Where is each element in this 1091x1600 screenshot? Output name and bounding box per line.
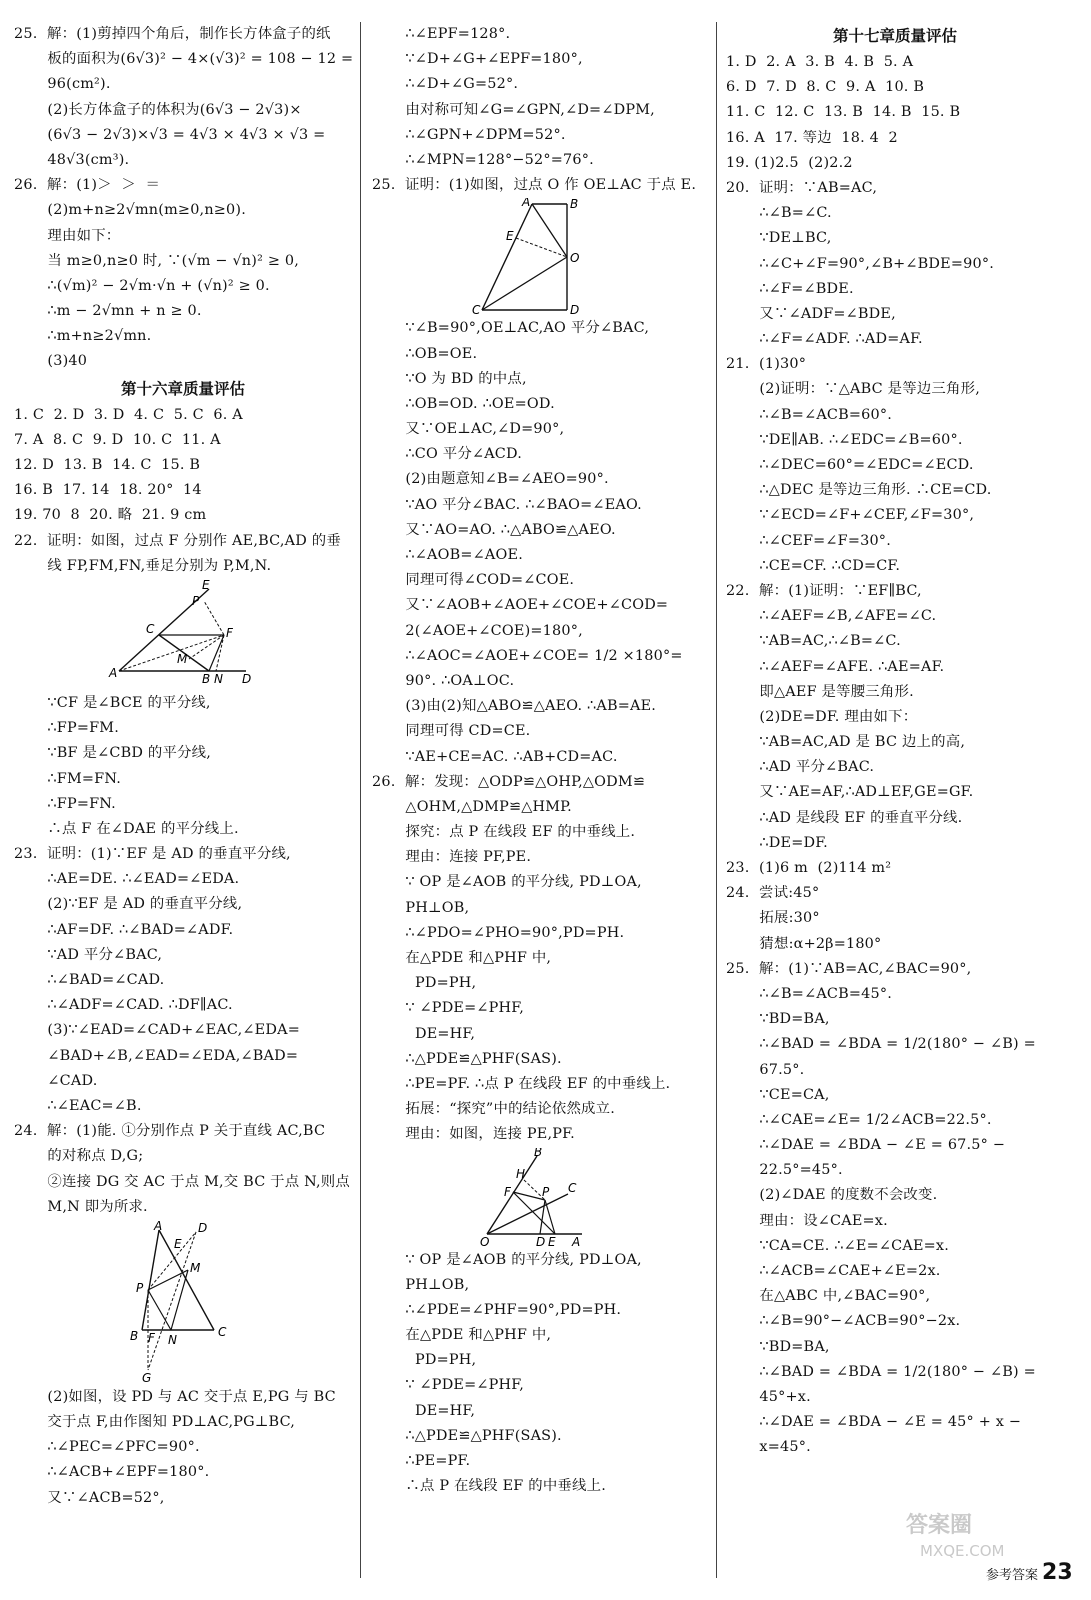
- text-line: (2)证明：∵△ABC 是等边三角形,: [726, 381, 980, 398]
- text-line: ∠BAD+∠B,∠EAD=∠EDA,∠BAD=: [14, 1047, 299, 1064]
- text-line: (2)m+n≥2√mn(m≥0,n≥0).: [14, 202, 246, 219]
- text-line: 25. 解：(1)∵AB=AC,∠BAC=90°,: [726, 960, 972, 977]
- text-line: ∵AD 平分∠BAC,: [14, 946, 163, 963]
- svg-text:B: B: [570, 198, 579, 212]
- svg-text:N: N: [214, 671, 223, 686]
- text-line: 22. 证明：如图，过点 F 分别作 AE,BC,AD 的垂: [14, 532, 341, 549]
- text-line: 同理可得∠COD=∠COE.: [372, 572, 575, 589]
- svg-text:A: A: [109, 665, 118, 680]
- text-line: 1. C 2. D 3. D 4. C 5. C 6. A: [14, 406, 243, 423]
- text-line: 交于点 F,由作图知 PD⊥AC,PG⊥BC,: [14, 1414, 296, 1431]
- text-line: ∵AE+CE=AC. ∴AB+CD=AC.: [372, 748, 618, 765]
- svg-text:B: B: [534, 1147, 543, 1159]
- text-line: 16. B 17. 14 18. 20° 14: [14, 482, 202, 499]
- text-line: ∴DE=DF.: [726, 834, 828, 851]
- text-line: 21. (1)30°: [726, 356, 807, 373]
- svg-text:C: C: [218, 1324, 227, 1339]
- text-line: ∴△PDE≌△PHF(SAS).: [372, 1050, 562, 1067]
- text-line: ②连接 DG 交 AC 于点 M,交 BC 于点 N,则点: [14, 1173, 350, 1190]
- text-line: ∵ OP 是∠AOB 的平分线, PD⊥OA,: [372, 874, 642, 891]
- text-line: 23. 证明：(1)∵EF 是 AD 的垂直平分线,: [14, 846, 291, 863]
- text-line: 理由如下：: [14, 227, 121, 244]
- text-line: 理由：设∠CAE=x.: [726, 1212, 888, 1229]
- text-line: ∴∠C+∠F=90°,∠B+∠BDE=90°.: [726, 255, 994, 272]
- watermark-logo: 答案圈: [906, 1513, 973, 1538]
- text-line: 又∵AE=AF,∴AD⊥EF,GE=GF.: [726, 784, 974, 801]
- text-line: ∵BD=BA,: [726, 1011, 830, 1028]
- answer-block-24-cont: [372, 22, 710, 198]
- text-line: DE=HF,: [372, 1402, 476, 1419]
- text-line: 的对称点 D,G;: [14, 1148, 144, 1165]
- svg-text:H: H: [516, 1166, 526, 1181]
- text-line: 20. 证明：∵AB=AC,: [726, 179, 878, 196]
- text-line: 6. D 7. D 8. C 9. A 10. B: [726, 79, 925, 96]
- text-line: 又∵∠ACB=52°,: [14, 1489, 165, 1506]
- text-line: 22.5°=45°.: [726, 1162, 843, 1179]
- text-line: ∴∠BAD = ∠BDA = 1/2(180° − ∠B) =: [726, 1036, 1036, 1053]
- text-line: ∴(√m)² − 2√m·√n + (√n)² ≥ 0.: [14, 277, 270, 294]
- figure-q25: [372, 198, 710, 316]
- svg-text:O: O: [570, 251, 580, 266]
- text-line: 23. (1)6 m (2)114 m²: [726, 860, 892, 876]
- text-line: ∴∠PEC=∠PFC=90°.: [14, 1439, 200, 1456]
- text-line: ∴∠AOC=∠AOE+∠COE= 1/2 ×180°=: [372, 647, 683, 664]
- svg-text:A: A: [522, 198, 531, 210]
- text-line: 又∵∠ADF=∠BDE,: [726, 305, 896, 322]
- svg-text:N: N: [168, 1332, 177, 1347]
- text-line: 24. 解：(1)能. ①分别作点 P 关于直线 AC,BC: [14, 1123, 326, 1140]
- text-line: 同理可得 CD=CE.: [372, 723, 531, 740]
- text-line: ∴∠ADF=∠CAD. ∴DF∥AC.: [14, 997, 233, 1014]
- text-line: 又∵AO=AO. ∴△ABO≌△AEO.: [372, 521, 616, 538]
- text-line: 线 FP,FM,FN,垂足分别为 P,M,N.: [14, 557, 272, 574]
- text-line: M,N 即为所求.: [14, 1198, 148, 1215]
- text-line: ∴∠CAE=∠E= 1/2∠ACB=22.5°.: [726, 1111, 992, 1128]
- text-line: ∴FP=FM.: [14, 720, 119, 737]
- text-line: ∴点 F 在∠DAE 的平分线上.: [14, 820, 239, 837]
- text-line: PH⊥OB,: [372, 899, 470, 916]
- text-line: ∴∠ACB=∠CAE+∠E=2x.: [726, 1263, 941, 1279]
- text-line: ∵DE⊥BC,: [726, 230, 832, 247]
- text-line: 在△PDE 和△PHF 中,: [372, 950, 552, 966]
- text-line: ∴∠F=∠ADF. ∴AD=AF.: [726, 331, 923, 348]
- text-line: ∴AD 是线段 EF 的垂直平分线.: [726, 809, 963, 826]
- text-line: 26. 解：发现：△ODP≌△OHP,△ODM≌: [372, 773, 646, 790]
- text-line: (3)∵∠EAD=∠CAD+∠EAC,∠EDA=: [14, 1022, 300, 1039]
- page-footer: [986, 1560, 1073, 1585]
- svg-text:B: B: [130, 1328, 139, 1343]
- text-line: x=45°.: [726, 1439, 811, 1456]
- column-divider-1: [360, 22, 361, 1578]
- text-line: 即△AEF 是等腰三角形.: [726, 683, 914, 700]
- text-line: ∴∠MPN=128°−52°=76°.: [372, 151, 594, 168]
- text-line: 48√3(cm³).: [14, 151, 130, 168]
- text-line: ∵CA=CE. ∴∠E=∠CAE=x.: [726, 1237, 949, 1254]
- column-2: [372, 22, 710, 1499]
- text-line: ∴∠B=90°−∠ACB=90°−2x.: [726, 1313, 961, 1330]
- text-line: ∵AB=AC,∴∠B=∠C.: [726, 633, 901, 650]
- text-line: 67.5°.: [726, 1061, 805, 1078]
- text-line: ∵CE=CA,: [726, 1086, 830, 1103]
- text-line: 25. 解：(1)剪掉四个角后，制作长方体盒子的纸: [14, 26, 331, 42]
- answer-block-25-26: [372, 316, 710, 1147]
- text-line: 7. A 8. C 9. D 10. C 11. A: [14, 431, 221, 448]
- figure-q24: [14, 1220, 352, 1385]
- text-line: 理由：连接 PF,PE.: [372, 849, 532, 866]
- text-line: (2)由题意知∠B=∠AEO=90°.: [372, 471, 609, 488]
- text-line: ∴∠EAC=∠B.: [14, 1097, 142, 1114]
- text-line: ∴CO 平分∠ACD.: [372, 446, 523, 463]
- text-line: ∴AD 平分∠BAC.: [726, 759, 875, 776]
- text-line: PH⊥OB,: [372, 1276, 470, 1293]
- svg-text:F: F: [226, 625, 233, 640]
- svg-text:D: D: [198, 1220, 208, 1235]
- text-line: (6√3 − 2√3)×√3 = 4√3 × 4√3 × √3 =: [14, 126, 326, 143]
- svg-text:D: D: [242, 671, 252, 686]
- svg-text:P: P: [192, 593, 200, 608]
- text-line: ∴∠F=∠BDE.: [726, 280, 854, 297]
- text-line: (3)由(2)知△ABO≌△AEO. ∴AB=AE.: [372, 698, 657, 715]
- text-line: ∴∠DEC=60°=∠EDC=∠ECD.: [726, 457, 974, 473]
- text-line: PD=PH,: [372, 975, 477, 992]
- svg-text:E: E: [506, 229, 514, 244]
- text-line: 90°. ∴OA⊥OC.: [372, 672, 515, 689]
- svg-text:C: C: [472, 303, 481, 317]
- text-line: ∵BF 是∠CBD 的平分线,: [14, 745, 211, 762]
- text-line: 理由：如图，连接 PE,PF.: [372, 1126, 575, 1143]
- text-line: ∴PE=PF.: [372, 1453, 471, 1469]
- text-line: ∴FM=FN.: [14, 770, 121, 787]
- text-line: ∴CE=CF. ∴CD=CF.: [726, 557, 901, 574]
- text-line: 19. (1)2.5 (2)2.2: [726, 154, 853, 171]
- text-line: ∴∠BAD = ∠BDA = 1/2(180° − ∠B) =: [726, 1363, 1036, 1380]
- answer-block-ch16-choice: [14, 403, 352, 579]
- text-line: ∴PE=PF. ∴点 P 在线段 EF 的中垂线上.: [372, 1075, 671, 1092]
- text-line: 探究：点 P 在线段 EF 的中垂线上.: [372, 824, 636, 841]
- page-number: 23: [1042, 1560, 1073, 1585]
- text-line: ∴∠PDE=∠PHF=90°,PD=PH.: [372, 1301, 622, 1318]
- svg-text:P: P: [136, 1280, 144, 1295]
- watermark-url: MXQE.COM: [920, 1542, 1005, 1560]
- svg-text:O: O: [480, 1234, 490, 1248]
- text-line: ∴∠AEF=∠AFE. ∴AE=AF.: [726, 658, 945, 675]
- text-line: ∴∠CEF=∠F=30°.: [726, 532, 891, 549]
- text-line: 又∵∠AOB+∠AOE+∠COE+∠COD=: [372, 597, 669, 614]
- answer-block-ch17: [726, 50, 1064, 1461]
- text-line: 当 m≥0,n≥0 时, ∵(√m − √n)² ≥ 0,: [14, 252, 299, 269]
- text-line: ∵∠B=90°,OE⊥AC,AO 平分∠BAC,: [372, 320, 650, 337]
- svg-text:M: M: [190, 1260, 201, 1275]
- text-line: ∵ ∠PDE=∠PHF,: [372, 1377, 524, 1394]
- text-line: ∵AB=AC,AD 是 BC 边上的高,: [726, 734, 966, 751]
- text-line: 26. 解：(1)＞ ＞ ＝: [14, 177, 161, 194]
- text-line: 又∵OE⊥AC,∠D=90°,: [372, 421, 565, 438]
- text-line: 猜想:α+2β=180°: [726, 935, 882, 952]
- text-line: 12. D 13. B 14. C 15. B: [14, 457, 201, 473]
- text-line: ∵BD=BA,: [726, 1338, 830, 1355]
- answer-block-22-24: [14, 691, 352, 1220]
- text-line: ∵O 为 BD 的中点,: [372, 370, 527, 387]
- text-line: ∴∠B=∠ACB=45°.: [726, 985, 893, 1002]
- text-line: ∵ ∠PDE=∠PHF,: [372, 1000, 524, 1017]
- text-line: ∴m − 2√mn + n ≥ 0.: [14, 303, 202, 320]
- column-3: [726, 22, 1064, 1461]
- text-line: ∵CF 是∠BCE 的平分线,: [14, 694, 211, 711]
- text-line: 在△PDE 和△PHF 中,: [372, 1327, 552, 1344]
- svg-text:P: P: [542, 1184, 550, 1199]
- chapter-16-heading: 第十六章质量评估: [120, 379, 245, 398]
- text-line: ∴∠GPN+∠DPM=52°.: [372, 126, 566, 143]
- text-line: 11. C 12. C 13. B 14. B 15. B: [726, 104, 961, 121]
- text-line: ∴点 P 在线段 EF 的中垂线上.: [372, 1478, 606, 1495]
- text-line: (2)∠DAE 的度数不会改变.: [726, 1187, 938, 1204]
- text-line: ∴∠BAD=∠CAD.: [14, 972, 165, 988]
- text-line: ∴∠AOB=∠AOE.: [372, 547, 523, 563]
- svg-text:C: C: [568, 1180, 577, 1195]
- text-line: 拓展:30°: [726, 910, 820, 927]
- svg-text:C: C: [146, 621, 155, 636]
- text-line: ∴∠B=∠ACB=60°.: [726, 406, 893, 423]
- text-line: (2)如图，设 PD 与 AC 交于点 E,PG 与 BC: [14, 1388, 336, 1405]
- text-line: 1. D 2. A 3. B 4. B 5. A: [726, 54, 914, 70]
- svg-text:A: A: [572, 1234, 581, 1248]
- text-line: 24. 尝试:45°: [726, 885, 820, 902]
- text-line: ∠CAD.: [14, 1072, 98, 1089]
- figure-q22: [14, 579, 352, 691]
- text-line: 45°+x.: [726, 1388, 811, 1405]
- answer-block-26-cont: [372, 1248, 710, 1500]
- text-line: ∵∠ECD=∠F+∠CEF,∠F=30°,: [726, 507, 975, 524]
- text-line: (2)长方体盒子的体积为(6√3 − 2√3)×: [14, 101, 302, 118]
- text-line: 96(cm²).: [14, 76, 111, 93]
- chapter-17-heading: 第十七章质量评估: [832, 27, 957, 45]
- text-line: 2(∠AOE+∠COE)=180°,: [372, 622, 583, 639]
- text-line: ∴∠EPF=128°.: [372, 26, 511, 42]
- column-1: [14, 22, 352, 1511]
- svg-text:A: A: [154, 1219, 163, 1233]
- text-line: DE=HF,: [372, 1025, 476, 1042]
- text-line: ∵AO 平分∠BAC. ∴∠BAO=∠EAO.: [372, 496, 642, 513]
- text-line: ∴OB=OD. ∴OE=OD.: [372, 395, 555, 412]
- text-line: (3)40: [14, 353, 88, 370]
- svg-text:E: E: [202, 578, 210, 592]
- text-line: 拓展：“探究”中的结论依然成立.: [372, 1101, 615, 1118]
- svg-text:F: F: [504, 1184, 511, 1199]
- svg-text:E: E: [174, 1236, 182, 1251]
- column-divider-2: [716, 22, 717, 1578]
- text-line: ∴∠DAE = ∠BDA − ∠E = 67.5° −: [726, 1137, 1006, 1154]
- text-line: (2)∵EF 是 AD 的垂直平分线,: [14, 896, 243, 913]
- text-line: ∴∠ACB+∠EPF=180°.: [14, 1464, 210, 1481]
- answer-block-25-26: [14, 22, 352, 375]
- text-line: ∴∠B=∠C.: [726, 205, 832, 222]
- text-line: ∴AF=DF. ∴∠BAD=∠ADF.: [14, 921, 234, 938]
- text-line: ∴△PDE≌△PHF(SAS).: [372, 1427, 562, 1444]
- text-line: 在△ABC 中,∠BAC=90°,: [726, 1288, 931, 1305]
- answer-block-24-2: [14, 1385, 352, 1511]
- text-line: (2)DE=DF. 理由如下：: [726, 708, 918, 725]
- text-line: 由对称可知∠G=∠GPN,∠D=∠DPM,: [372, 101, 655, 118]
- svg-text:F: F: [148, 1330, 155, 1345]
- text-line: ∴∠PDO=∠PHO=90°,PD=PH.: [372, 924, 625, 941]
- text-line: 16. A 17. 等边 18. 4 2: [726, 129, 898, 146]
- text-line: ∵ OP 是∠AOB 的平分线, PD⊥OA,: [372, 1251, 642, 1268]
- text-line: ∴△DEC 是等边三角形. ∴CE=CD.: [726, 482, 992, 499]
- footer-label: 参考答案: [986, 1568, 1039, 1583]
- text-line: 25. 证明：(1)如图，过点 O 作 OE⊥AC 于点 E.: [372, 177, 697, 194]
- text-line: 22. 解：(1)证明：∵EF∥BC,: [726, 582, 922, 599]
- svg-text:D: D: [570, 303, 580, 317]
- text-line: ∴∠D+∠G=52°.: [372, 76, 519, 93]
- text-line: ∴m+n≥2√mn.: [14, 328, 152, 345]
- text-line: ∴∠DAE = ∠BDA − ∠E = 45° + x −: [726, 1414, 1022, 1431]
- text-line: ∵∠D+∠G+∠EPF=180°,: [372, 51, 583, 68]
- svg-text:M: M: [177, 651, 188, 666]
- text-line: 19. 70 8 20. 略 21. 9 cm: [14, 507, 207, 524]
- text-line: 板的面积为(6√3)² − 4×(√3)² = 108 − 12 =: [14, 51, 354, 68]
- text-line: ∵DE∥AB. ∴∠EDC=∠B=60°.: [726, 431, 963, 448]
- text-line: △OHM,△DMP≌△HMP.: [372, 798, 572, 815]
- text-line: ∴∠AEF=∠B,∠AFE=∠C.: [726, 608, 937, 625]
- text-line: ∴FP=FN.: [14, 795, 116, 812]
- figure-q26: [372, 1148, 710, 1248]
- svg-text:G: G: [142, 1370, 152, 1385]
- text-line: PD=PH,: [372, 1352, 477, 1369]
- text-line: ∴OB=OE.: [372, 345, 478, 362]
- text-line: ∴AE=DE. ∴∠EAD=∠EDA.: [14, 871, 240, 888]
- svg-text:E: E: [548, 1234, 556, 1248]
- svg-text:B: B: [202, 671, 211, 686]
- svg-text:D: D: [536, 1234, 546, 1248]
